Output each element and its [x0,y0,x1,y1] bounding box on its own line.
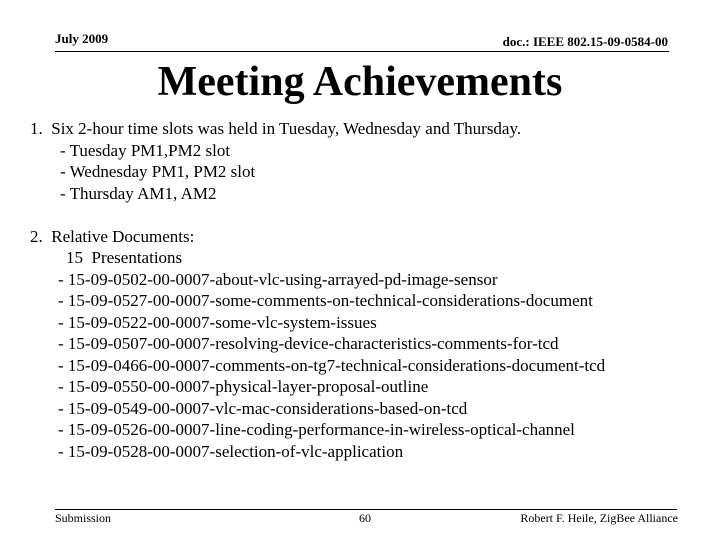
document-item: - 15-09-0522-00-0007-some-vlc-system-issues [58,312,377,332]
footer-page-number: 60 [359,511,371,525]
header-divider [55,51,669,52]
footer-author: Robert F. Heile, ZigBee Alliance [520,511,678,525]
presentations-count: 15 Presentations [66,248,183,267]
slot-item: - Tuesday PM1,PM2 slot [60,140,231,160]
slot-item: - Thursday AM1, AM2 [60,183,217,203]
document-item: - 15-09-0526-00-0007-line-coding-performance-in-wireless-optical-channel [58,420,575,439]
document-item: - 15-09-0507-00-0007-resolving-device-characteristics-comments-for-tcd [58,334,559,353]
document-item: - 15-09-0550-00-0007-physical-layer-proposal-outline [58,377,429,396]
item-1-heading: 1. Six 2-hour time slots was held in Tuesday, Wednesday and Thursday. [30,119,522,138]
footer-submission: Submission [55,511,112,525]
document-item: - 15-09-0528-00-0007-selection-of-vlc-application [58,441,404,461]
item-2-heading: 2. Relative Documents: [30,226,195,246]
page-title: Meeting Achievements [157,59,563,105]
slot-item: - Wednesday PM1, PM2 slot [60,162,256,181]
document-item: - 15-09-0466-00-0007-comments-on-tg7-technical-considerations-document-tcd [58,355,606,375]
document-item: - 15-09-0527-00-0007-some-comments-on-technical-considerations-document [58,291,593,310]
spacer [30,204,700,226]
header-doc-id: doc.: IEEE 802.15-09-0584-00 [502,34,668,49]
header-date: July 2009 [55,31,109,46]
footer-divider [55,509,677,510]
slide-body [30,118,700,462]
document-item: - 15-09-0549-00-0007-vlc-mac-considerations-based-on-tcd [58,398,468,418]
document-item: - 15-09-0502-00-0007-about-vlc-using-arrayed-pd-image-sensor [58,269,498,289]
